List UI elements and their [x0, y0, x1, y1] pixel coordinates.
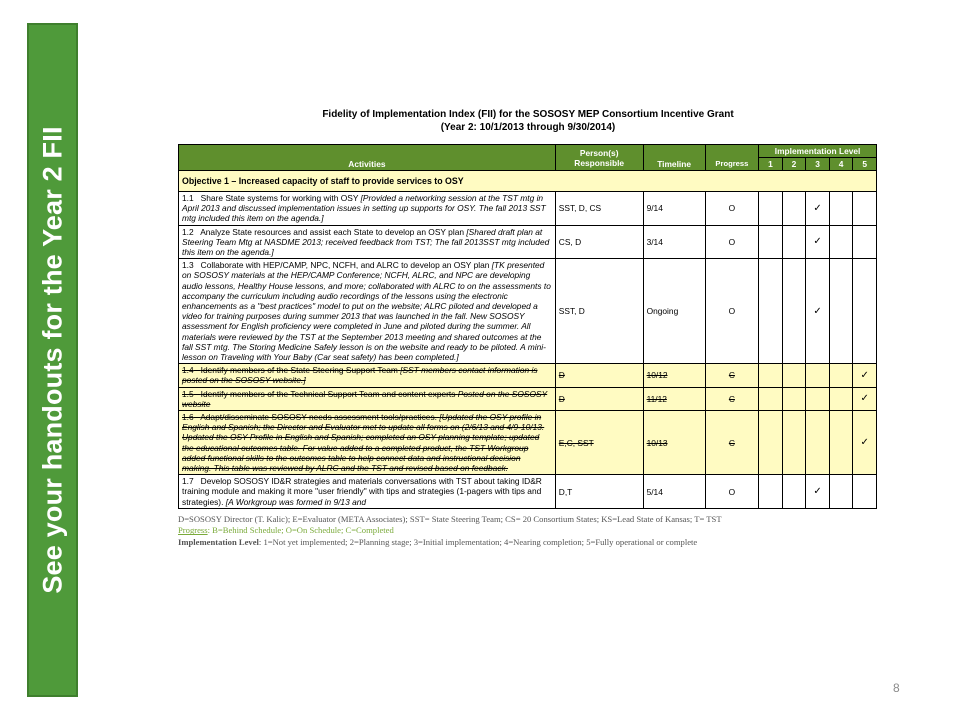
level-5-cell: [853, 364, 877, 387]
level-1-cell: [759, 364, 783, 387]
person-responsible-cell: SST, D, CS: [555, 192, 643, 226]
header-person-responsible: Person(s) Responsible: [555, 145, 643, 171]
objective-text: Objective 1 – Increased capacity of staff to provide services to OSY: [179, 171, 877, 192]
level-5-cell: [853, 192, 877, 226]
level-5-cell: [853, 387, 877, 410]
table-row: [179, 259, 877, 364]
activity-cell: [179, 364, 556, 387]
page-number: 8: [893, 681, 900, 695]
activity-note: [TK presented on SOSOSY materials at the HEP/CAMP Conference; NCFH, ALRC, and NPC are developing audio lessons, Healthy House lessons, and more; collaborated with ALRC to on the assessments to accompany the curriculum including audio recordings of the lessons using the electronic enhancements as a "best practices" model to put on the website; ALRC piloted and developed a video for training purposes during summer 2013 that was launched in the fall. New SOSOSY assessment for English proficiency were completed in June and piloted during the summer. All materials were reviewed by the TST at the September 2013 meeting and shared outcomes at the fall SST mtg. The Storing Medicine Safely lesson is on the website and ready to be piloted. A mini-lesson on Traveling with Your Baby (Car seat safety) has been completed.]: [182, 260, 551, 363]
level-3-cell: [806, 259, 830, 364]
level-4-cell: [829, 411, 853, 475]
person-responsible-cell: SST, D: [555, 259, 643, 364]
activity-cell: [179, 387, 556, 410]
level-1-cell: [759, 192, 783, 226]
activity-cell: [179, 225, 556, 259]
legend-progress-text: : B=Behind Schedule; O=On Schedule; C=Completed: [207, 525, 394, 536]
activity-cell: [179, 411, 556, 475]
timeline-cell: 10/12: [643, 364, 705, 387]
person-responsible-cell: D: [555, 364, 643, 387]
checkmark-icon: ✓: [813, 305, 822, 317]
level-1-cell: [759, 259, 783, 364]
person-responsible-cell: E,C, SST: [555, 411, 643, 475]
activity-number: 1.1: [182, 193, 194, 203]
activity-text: Collaborate with HEP/CAMP, NPC, NCFH, and ALRC to develop an OSY plan: [200, 260, 490, 271]
fii-document: [178, 108, 878, 548]
legend-impl-label: Implementation Level: [178, 536, 259, 547]
activity-cell: [179, 259, 556, 364]
header-timeline: Timeline: [643, 145, 705, 171]
level-4-cell: [829, 387, 853, 410]
activity-number: 1.7: [182, 476, 194, 487]
activity-number: 1.2: [182, 226, 194, 237]
activity-note: [Shared draft plan at Steering Team Mtg at NASDME 2013; received feedback from TST; The fall 2013SST mtg included this item on the agenda.]: [182, 226, 550, 258]
objective-row: [179, 171, 877, 192]
progress-cell: O: [705, 225, 759, 259]
table-row: [179, 475, 877, 509]
table-row: [179, 192, 877, 226]
timeline-cell: 5/14: [643, 475, 705, 509]
activity-text: Develop SOSOSY ID&R strategies and materials conversations with TST about taking ID&R training module and making it more "user friendly" with tips and strategies (1-pagers with tips and strategies).: [182, 476, 542, 507]
activity-text: Share State systems for working with OSY: [200, 193, 359, 203]
timeline-cell: 10/13: [643, 411, 705, 475]
level-2-cell: [782, 475, 806, 509]
level-3-cell: [806, 475, 830, 509]
side-banner: [27, 23, 78, 697]
timeline-cell: 9/14: [643, 192, 705, 226]
checkmark-icon: ✓: [813, 202, 822, 214]
activity-note: Posted on the SOSOSY website: [182, 388, 548, 409]
timeline-cell: 3/14: [643, 225, 705, 259]
header-progress: Progress: [705, 145, 759, 171]
checkmark-icon: ✓: [860, 393, 869, 405]
level-1-cell: [759, 411, 783, 475]
header-level-4: 4: [829, 158, 853, 171]
header-level-1: 1: [759, 158, 783, 171]
activity-number: 1.6: [182, 412, 194, 423]
progress-cell: C: [705, 364, 759, 387]
level-2-cell: [782, 387, 806, 410]
progress-cell: O: [705, 475, 759, 509]
level-4-cell: [829, 225, 853, 259]
activity-cell: [179, 475, 556, 509]
legend-progress: [178, 525, 878, 537]
header-level-5: 5: [853, 158, 877, 171]
activity-text: Identify members of the Technical Support Team and content experts: [200, 388, 456, 399]
activity-note: [SST members contact information is posted on the SOSOSY website.]: [182, 365, 538, 386]
fii-table: [178, 144, 877, 509]
activity-note: [Provided a networking session at the TST mtg in April 2013 and discussed implementation issues in setting up supports for OSY. The fall 2013 SST mtg included this item on the agenda.]: [182, 193, 546, 224]
level-1-cell: [759, 225, 783, 259]
header-level-3: 3: [806, 158, 830, 171]
level-5-cell: [853, 475, 877, 509]
table-row: [179, 225, 877, 259]
activity-note: [A Workgroup was formed in 9/13 and: [225, 496, 367, 507]
document-subtitle: (Year 2: 10/1/2013 through 9/30/2014): [440, 122, 616, 133]
table-row: [179, 364, 877, 387]
progress-cell: O: [705, 192, 759, 226]
level-4-cell: [829, 259, 853, 364]
document-title: Fidelity of Implementation Index (FII) for the SOSOSY MEP Consortium Incentive Grant: [322, 109, 734, 120]
level-2-cell: [782, 192, 806, 226]
person-responsible-cell: D: [555, 387, 643, 410]
level-2-cell: [782, 225, 806, 259]
header-level-2: 2: [782, 158, 806, 171]
person-responsible-cell: D,T: [555, 475, 643, 509]
level-4-cell: [829, 475, 853, 509]
level-5-cell: [853, 225, 877, 259]
header-activities: Activities: [179, 145, 556, 171]
checkmark-icon: ✓: [860, 437, 869, 449]
level-2-cell: [782, 259, 806, 364]
level-3-cell: [806, 192, 830, 226]
table-row: [179, 411, 877, 475]
activity-number: 1.5: [182, 388, 194, 399]
timeline-cell: Ongoing: [643, 259, 705, 364]
checkmark-icon: ✓: [813, 236, 822, 248]
timeline-cell: 11/12: [643, 387, 705, 410]
header-implementation-level: Implementation Level: [759, 145, 877, 158]
level-2-cell: [782, 411, 806, 475]
activity-number: 1.3: [182, 260, 194, 271]
checkmark-icon: ✓: [860, 369, 869, 381]
activity-text: Adapt/disseminate SOSOSY needs assessment tools/practices.: [200, 412, 437, 423]
level-3-cell: [806, 411, 830, 475]
progress-cell: C: [705, 411, 759, 475]
level-3-cell: [806, 364, 830, 387]
progress-cell: C: [705, 387, 759, 410]
activity-note: [Updated the OSY profile in English and Spanish; the Director and Evaluator met to update all forms on (2/6/13 and 4/9-10/13. Updated the OSY Profile in English and Spanish; completed an OSY planning template; updated the educational outcomes table. For value added to a completed product, the TST Workgroup added functional skills to the outcomes table to help connect data and instructional decision making. This table was reviewed by ALRC and the TST and revised based on feedback.: [182, 412, 545, 474]
legend-abbreviations: D=SOSOSY Director (T. Kalic); E=Evaluator (META Associates); SST= State Steering Team; CS= 20 Consortium States; KS=Lead State of Kansas; T= TST: [178, 513, 722, 524]
legend: [178, 514, 878, 549]
table-row: [179, 387, 877, 410]
checkmark-icon: ✓: [813, 486, 822, 498]
level-4-cell: [829, 192, 853, 226]
activity-text: Identify members of the State Steering Support Team: [200, 365, 398, 376]
person-responsible-cell: CS, D: [555, 225, 643, 259]
level-3-cell: [806, 387, 830, 410]
activity-number: 1.4: [182, 365, 194, 376]
legend-progress-label: Progress: [178, 525, 208, 536]
activity-text: Analyze State resources and assist each State to develop an OSY plan: [200, 226, 465, 237]
activity-cell: [179, 192, 556, 226]
level-4-cell: [829, 364, 853, 387]
banner-text: See your handouts for the Year 2 FII: [37, 126, 67, 594]
level-5-cell: [853, 259, 877, 364]
progress-cell: O: [705, 259, 759, 364]
level-5-cell: [853, 411, 877, 475]
legend-impl-text: : 1=Not yet implemented; 2=Planning stage; 3=Initial implementation; 4=Nearing completion; 5=Fully operational or complete: [258, 536, 698, 547]
level-3-cell: [806, 225, 830, 259]
level-1-cell: [759, 387, 783, 410]
level-1-cell: [759, 475, 783, 509]
level-2-cell: [782, 364, 806, 387]
legend-implementation: [178, 537, 878, 549]
